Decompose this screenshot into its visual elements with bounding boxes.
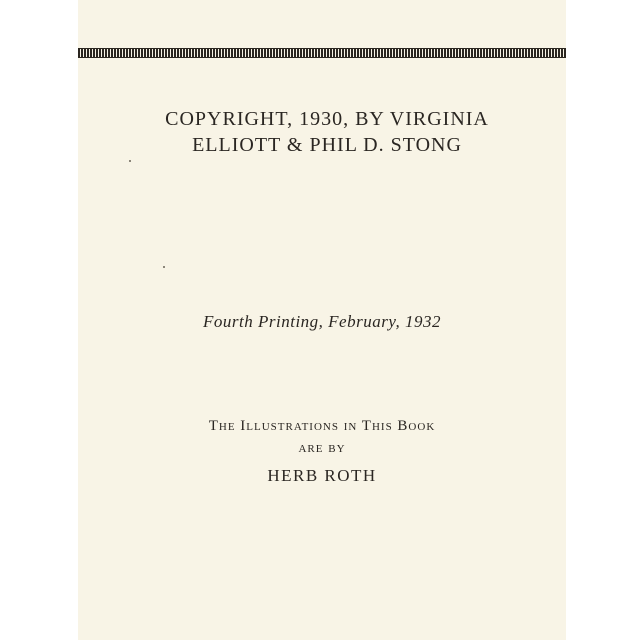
illustrations-credit	[78, 415, 566, 459]
illustrator-name: HERB ROTH	[267, 466, 377, 485]
printing-notice: Fourth Printing, February, 1932	[203, 312, 441, 331]
copyright-line-1: COPYRIGHT, 1930, BY VIRGINIA	[165, 108, 489, 130]
illustrations-line-1: The Illustrations in This Book	[208, 418, 436, 434]
paper-speck	[163, 266, 165, 268]
book-page	[78, 0, 566, 640]
illustrations-line-2: are by	[298, 440, 346, 456]
copyright-notice	[78, 106, 566, 158]
copyright-line-2: ELLIOTT & PHIL D. STONG	[192, 134, 462, 156]
paper-speck	[129, 160, 131, 162]
ornamental-rule	[78, 48, 566, 58]
